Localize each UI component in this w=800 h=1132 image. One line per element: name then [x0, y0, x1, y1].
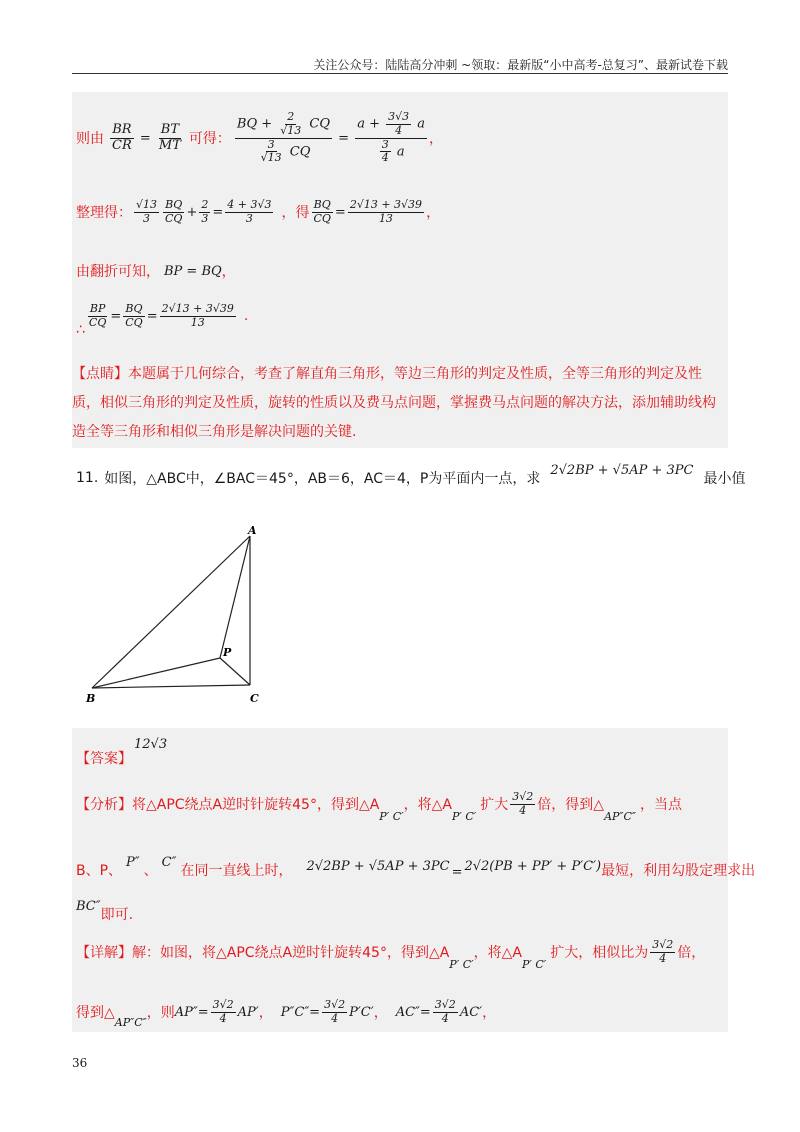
detail-line-1 — [76, 930, 705, 974]
analysis-line2-text: 在同一直线上时， — [180, 863, 293, 879]
label-P: P — [223, 646, 232, 659]
frac-2-3: $\frac{2}{3}$ — [201, 197, 209, 225]
detail-line2-sub: AP″C″ — [114, 1015, 147, 1029]
analysis-line2-b: 、 — [143, 863, 158, 879]
detail-text3: 扩大，相似比为 — [550, 945, 649, 961]
solution-line-1: 则由 $\frac{BR}{CR}$ = $\frac{BT}{MT}$ 可得： BQ + $\frac{2}{√13}$ CQ $\frac{3}{√13}$ CQ = a + $\frac{3√3}{4}$ a $\frac{3}{4}$ a ， — [76, 110, 444, 165]
solution-line4-prefix: ∴ — [76, 322, 85, 338]
frac-bq-cq-2: $\frac{BQ}{CQ}$ — [313, 197, 331, 225]
analysis-line2-p: P″ — [126, 854, 140, 870]
detail-end: ， — [482, 1005, 497, 1021]
analysis-text1: 将△APC绕点A逆时针旋转45°，得到△A — [132, 797, 380, 813]
header-rule — [72, 73, 728, 74]
detail-eq2-r: P′C′ — [349, 1004, 374, 1020]
analysis-tag: 【分析】 — [76, 797, 132, 813]
detail-line2-b: ，则 — [146, 1005, 175, 1021]
detail-eq3-frac: $\frac{3√2}{4}$ — [434, 997, 456, 1025]
label-C: C — [250, 692, 259, 705]
solution-line2-end: ， — [426, 205, 441, 221]
ratio-br-cr: $\frac{BR}{CR}$ — [112, 121, 132, 153]
label-B: B — [86, 692, 96, 705]
problem-text: 如图，△ABC中，∠BAC＝45°，AB＝6，AC＝4，P为平面内一点，求 — [104, 471, 541, 487]
analysis-line2-eq: = — [451, 864, 463, 880]
solution-line4-end: . — [243, 308, 249, 324]
solution-line-4: ∴ $\frac{BP}{CQ}$ = $\frac{BQ}{CQ}$ = $\frac{2√13 + 3√39}{13}$ . — [76, 301, 249, 338]
big-fraction-right: a + $\frac{3√3}{4}$ a $\frac{3}{4}$ a — [357, 110, 426, 165]
frac-4-3sqrt3: $\frac{4 + 3√3}{3}$ — [227, 197, 272, 225]
detail-eq1-frac: $\frac{3√2}{4}$ — [212, 997, 234, 1025]
detail-sep1: ， — [258, 1005, 273, 1021]
analysis-frac: $\frac{3√2}{4}$ — [512, 789, 534, 817]
frac-result: $\frac{2√13 + 3√39}{13}$ — [349, 197, 423, 225]
detail-eq2-frac: $\frac{3√2}{4}$ — [324, 997, 346, 1025]
solution-line2-prefix: 整理得： — [76, 205, 132, 221]
page-number: 36 — [72, 1056, 88, 1070]
analysis-line3-bc: BC″ — [76, 898, 101, 914]
detail-line2-a: 得到△ — [76, 1005, 115, 1021]
frac-sqrt13-3: $\frac{√13}{3}$ — [136, 197, 158, 225]
comment-text: 本题属于几何综合，考查了解直角三角形，等边三角形的判定及性质，全等三角形的判定及性质，相似三角形的判定及性质，旋转的性质以及费马点问题，掌握费马点问题的解决方法，添加辅助线构造全等三角形和相似三角形是解决问题的关键. — [72, 366, 716, 440]
analysis-line-3 — [76, 896, 133, 924]
analysis-sub3: AP″C″ — [604, 809, 637, 823]
detail-text4: 倍， — [677, 945, 706, 961]
detail-sep2: ， — [373, 1005, 388, 1021]
ratio-bt-mt: $\frac{BT}{MT}$ — [158, 121, 181, 153]
problem-number: 11. — [76, 470, 99, 486]
frac-bq-cq-3: $\frac{BQ}{CQ}$ — [125, 301, 143, 329]
analysis-line2-c: C″ — [161, 854, 177, 870]
detail-eq1-l: AP″= — [174, 1004, 209, 1020]
analysis-sub2: P′ C′ — [451, 809, 477, 823]
analysis-line-1 — [76, 782, 682, 826]
problem-suffix: 最小值 — [703, 471, 746, 487]
analysis-text3: 扩大 — [480, 797, 509, 813]
big-fraction-left: BQ + $\frac{2}{√13}$ CQ $\frac{3}{√13}$ CQ — [236, 110, 331, 165]
answer-value: 12√3 — [134, 736, 168, 752]
detail-eq2-l: P″C″= — [280, 1004, 321, 1020]
triangle-figure — [80, 522, 280, 722]
analysis-text4: 倍，得到△ — [537, 797, 605, 813]
detail-text2: ，将△A — [473, 945, 522, 961]
detail-text1: 解：如图，将△APC绕点A逆时针旋转45°，得到△A — [132, 945, 450, 961]
label-A: A — [248, 524, 257, 537]
solution-line1-mid: 可得： — [188, 131, 231, 147]
solution-line2-mid: ，得 — [281, 205, 310, 221]
detail-line-2 — [76, 990, 496, 1034]
detail-sub1: P′ C′ — [449, 957, 474, 971]
analysis-line2-a: B、P、 — [76, 863, 123, 879]
comment-tag: 【点睛】 — [72, 366, 128, 382]
comment-paragraph — [72, 360, 728, 447]
solution-line3-end: ， — [221, 264, 236, 280]
analysis-text2: ，将△A — [403, 797, 452, 813]
problem-statement — [76, 462, 745, 494]
solution-line-3 — [76, 260, 236, 282]
frac-bq-cq: $\frac{BQ}{CQ}$ — [165, 197, 183, 225]
solution-line1-end: ， — [429, 131, 444, 147]
analysis-sub1: P′ C′ — [379, 809, 404, 823]
detail-sub2: P′ C′ — [521, 957, 547, 971]
detail-tag: 【详解】 — [76, 945, 132, 961]
answer-line — [76, 734, 167, 766]
detail-frac: $\frac{3√2}{4}$ — [652, 937, 674, 965]
page-header: 关注公众号：陆陆高分冲刺 ~领取：最新版“小中高考-总复习”、最新试卷下载 — [313, 58, 728, 72]
solution-line3-eq: BP = BQ — [164, 263, 222, 279]
analysis-line-2 — [76, 848, 755, 884]
analysis-text5: ，当点 — [640, 797, 683, 813]
answer-tag: 【答案】 — [76, 751, 132, 767]
detail-eq3-r: AC′ — [459, 1004, 483, 1020]
analysis-line2-end: 最短，利用勾股定理求出 — [601, 863, 756, 879]
frac-bp-cq: $\frac{BP}{CQ}$ — [88, 301, 107, 329]
detail-eq1-r: AP′ — [237, 1004, 259, 1020]
problem-expr: 2√2BP + √5AP + 3PC — [550, 462, 694, 478]
analysis-line2-expr2: 2√2(PB + PP′ + P′C′) — [464, 858, 602, 874]
frac-result-2: $\frac{2√13 + 3√39}{13}$ — [161, 301, 234, 329]
solution-line1-prefix: 则由 — [76, 131, 104, 147]
solution-line-2: 整理得： $\frac{√13}{3}$ $\frac{BQ}{CQ}$ + $\frac{2}{3}$ = $\frac{4 + 3√3}{3}$ ，得 $\frac{BQ}{CQ}$ = $\frac{2√13 + 3√39}{13}$ ， — [76, 197, 441, 225]
analysis-line2-expr: 2√2BP + √5AP + 3PC — [306, 858, 450, 874]
solution-line3-text: 由翻折可知， — [76, 264, 160, 280]
detail-eq3-l: AC″= — [395, 1004, 431, 1020]
analysis-line3-end: 即可. — [100, 907, 134, 923]
